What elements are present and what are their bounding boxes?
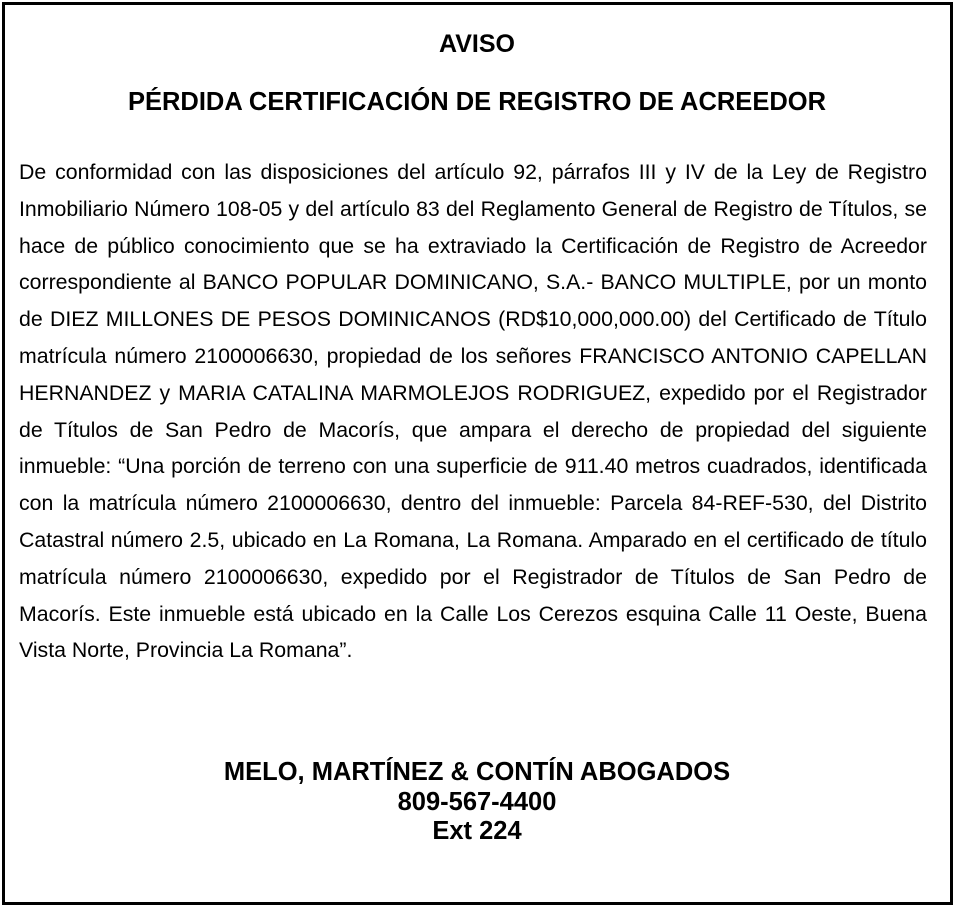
signature-phone: 809-567-4400	[397, 788, 557, 816]
notice-title: AVISO	[439, 30, 515, 58]
signature-firm: MELO, MARTÍNEZ & CONTÍN ABOGADOS	[223, 758, 731, 786]
notice-subject: PÉRDIDA CERTIFICACIÓN DE REGISTRO DE ACREEDOR	[128, 88, 826, 116]
notice-body: De conformidad con las disposiciones del artículo 92, párrafos III y IV de la Ley de Registro Inmobiliario Número 108-05 y del artículo 83 del Reglamento General de Registro de Títulos, se hace de público conocimiento que se ha extraviado la Certificación de Registro de Acreedor correspondiente al BANCO POPULAR DOMINICANO, S.A.- BANCO MULTIPLE, por un monto de DIEZ MILLONES DE PESOS DOMINICANOS (RD$10,000,000.00) del Certificado de Título matrícula número 2100006630, propiedad de los señores FRANCISCO ANTONIO CAPELLAN HERNANDEZ y MARIA CATALINA MARMOLEJOS RODRIGUEZ, expedido por el Registrador de Títulos de San Pedro de Macorís, que ampara el derecho de propiedad del siguiente inmueble: “Una porción de terreno con una superficie de 911.40 metros cuadrados, identificada con la matrícula número 2100006630, dentro del inmueble: Parcela 84-REF-530, del Distrito Catastral número 2.5, ubicado en La Romana, La Romana. Amparado en el certificado de título matrícula número 2100006630, expedido por el Registrador de Títulos de San Pedro de Macorís. Este inmueble está ubicado en la Calle Los Cerezos esquina Calle 11 Oeste, Buena Vista Norte, Provincia La Romana”.	[19, 160, 927, 663]
signature-extension: Ext 224	[432, 817, 522, 845]
